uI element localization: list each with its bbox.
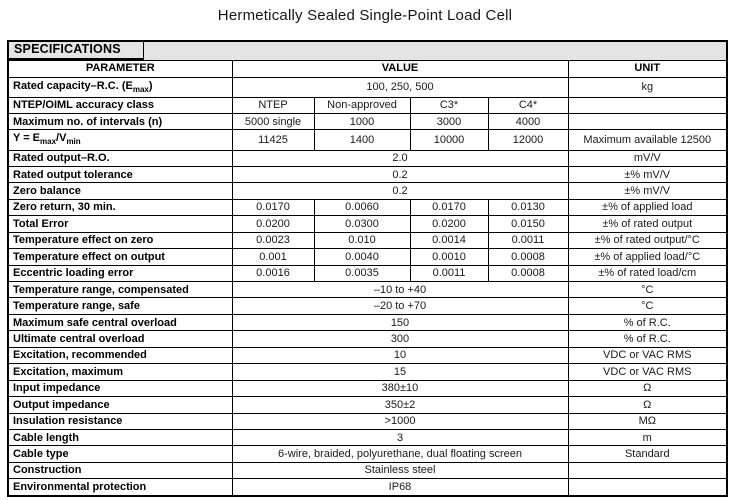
param-cell [8,130,232,150]
table-row-accuracy-class [8,97,727,113]
param-cell: Total Error [8,216,232,232]
value-cell: >1000 [232,413,568,429]
param-cell: Temperature effect on output [8,249,232,265]
value-cell: Non-approved [314,97,410,113]
table-row-rated-capacity [8,77,727,97]
value-cell: –20 to +70 [232,298,568,314]
table-row-excitation-recommended [8,347,727,363]
table-row-rated-output [8,150,727,166]
value-cell: C4* [488,97,568,113]
column-header-parameter: PARAMETER [8,60,232,77]
value-cell: 2.0 [232,150,568,166]
table-row-max-intervals [8,114,727,130]
table-row-input-impedance [8,380,727,396]
param-cell: Eccentric loading error [8,265,232,281]
param-cell: Output impedance [8,397,232,413]
value-cell: 0.0170 [410,199,488,215]
param-cell: Temperature range, safe [8,298,232,314]
value-cell: 0.0170 [232,199,314,215]
param-cell: Cable type [8,446,232,462]
section-header-row [8,41,727,60]
value-cell: 0.0023 [232,232,314,248]
param-cell: Temperature effect on zero [8,232,232,248]
table-row-cable-type [8,446,727,462]
value-cell: 3000 [410,114,488,130]
value-cell: 15 [232,364,568,380]
value-cell: 10000 [410,130,488,150]
param-text: /V [56,132,67,145]
unit-cell: °C [568,298,727,314]
unit-cell: VDC or VAC RMS [568,364,727,380]
value-cell: 4000 [488,114,568,130]
value-cell: 0.010 [314,232,410,248]
unit-cell: kg [568,77,727,97]
table-row-excitation-maximum [8,364,727,380]
table-row-environmental-protection [8,479,727,496]
value-cell: 1000 [314,114,410,130]
table-row-y-ratio [8,130,727,150]
value-cell: C3* [410,97,488,113]
param-cell: Ultimate central overload [8,331,232,347]
table-row-cable-length [8,429,727,445]
param-cell: Construction [8,462,232,478]
param-cell: Rated output tolerance [8,166,232,182]
unit-cell: % of R.C. [568,331,727,347]
unit-cell: ±% of rated output [568,216,727,232]
param-cell: Insulation resistance [8,413,232,429]
value-cell: –10 to +40 [232,282,568,298]
section-header-label: SPECIFICATIONS [9,42,144,60]
value-cell: 0.0200 [410,216,488,232]
specifications-table [7,40,728,497]
table-row-max-safe-overload [8,314,727,330]
param-cell: Excitation, recommended [8,347,232,363]
value-cell: 0.2 [232,183,568,199]
param-cell: Cable length [8,429,232,445]
unit-cell: ±% of applied load [568,199,727,215]
table-row-zero-return [8,199,727,215]
value-cell: 0.0035 [314,265,410,281]
value-cell: 380±10 [232,380,568,396]
unit-cell [568,97,727,113]
value-cell: 0.0016 [232,265,314,281]
value-cell: 10 [232,347,568,363]
value-cell: NTEP [232,97,314,113]
value-cell: 350±2 [232,397,568,413]
unit-cell: Standard [568,446,727,462]
value-cell: 0.001 [232,249,314,265]
value-cell: 1400 [314,130,410,150]
table-row-construction [8,462,727,478]
value-cell: 0.0008 [488,265,568,281]
unit-cell: m [568,429,727,445]
param-text: ) [148,79,153,92]
unit-cell: Ω [568,380,727,396]
table-row-output-impedance [8,397,727,413]
unit-cell: ±% of rated output/°C [568,232,727,248]
unit-cell: mV/V [568,150,727,166]
param-cell: Excitation, maximum [8,364,232,380]
value-cell: 0.0150 [488,216,568,232]
column-header-row [8,60,727,77]
unit-cell: ±% of applied load/°C [568,249,727,265]
param-cell: Rated output–R.O. [8,150,232,166]
value-cell: 0.0011 [488,232,568,248]
table-row-eccentric-loading-error [8,265,727,281]
param-text: Y = E [13,132,41,145]
unit-cell: ±% mV/V [568,166,727,182]
param-cell [8,77,232,97]
page-title: Hermetically Sealed Single-Point Load Cell [217,7,513,24]
value-cell: 6-wire, braided, polyurethane, dual floating screen [232,446,568,462]
table-row-temp-effect-zero [8,232,727,248]
value-cell: 100, 250, 500 [232,77,568,97]
value-cell: 5000 single [232,114,314,130]
table-row-rated-output-tolerance [8,166,727,182]
value-cell: 0.0014 [410,232,488,248]
unit-cell [568,479,727,496]
value-cell: IP68 [232,479,568,496]
table-row-total-error [8,216,727,232]
value-cell: 0.0300 [314,216,410,232]
table-row-zero-balance [8,183,727,199]
table-row-temp-range-safe [8,298,727,314]
param-cell: Environmental protection [8,479,232,496]
param-subscript: max [40,137,57,147]
unit-cell: Maximum available 12500 [568,130,727,150]
table-row-temp-effect-output [8,249,727,265]
unit-cell [568,114,727,130]
param-cell: Maximum no. of intervals (n) [8,114,232,130]
column-header-value: VALUE [232,60,568,77]
value-cell: 11425 [232,130,314,150]
table-row-temp-range-compensated [8,282,727,298]
unit-cell: °C [568,282,727,298]
table-row-ultimate-overload [8,331,727,347]
value-cell: Stainless steel [232,462,568,478]
unit-cell: ±% of rated load/cm [568,265,727,281]
section-header-cell [8,41,727,60]
param-cell: Zero balance [8,183,232,199]
unit-cell: Ω [568,397,727,413]
unit-cell: ±% mV/V [568,183,727,199]
table-row-insulation-resistance [8,413,727,429]
value-cell: 3 [232,429,568,445]
value-cell: 0.2 [232,166,568,182]
value-cell: 0.0010 [410,249,488,265]
value-cell: 0.0060 [314,199,410,215]
param-cell: Input impedance [8,380,232,396]
param-cell: Temperature range, compensated [8,282,232,298]
param-subscript: min [66,137,81,147]
param-subscript: max [132,84,149,94]
value-cell: 12000 [488,130,568,150]
unit-cell: MΩ [568,413,727,429]
value-cell: 0.0130 [488,199,568,215]
value-cell: 0.0008 [488,249,568,265]
column-header-unit: UNIT [568,60,727,77]
param-cell: Zero return, 30 min. [8,199,232,215]
param-text: Rated capacity–R.C. (E [13,79,133,92]
param-cell: Maximum safe central overload [8,314,232,330]
value-cell: 0.0011 [410,265,488,281]
value-cell: 150 [232,314,568,330]
value-cell: 300 [232,331,568,347]
param-cell: NTEP/OIML accuracy class [8,97,232,113]
unit-cell: VDC or VAC RMS [568,347,727,363]
unit-cell [568,462,727,478]
value-cell: 0.0040 [314,249,410,265]
unit-cell: % of R.C. [568,314,727,330]
value-cell: 0.0200 [232,216,314,232]
